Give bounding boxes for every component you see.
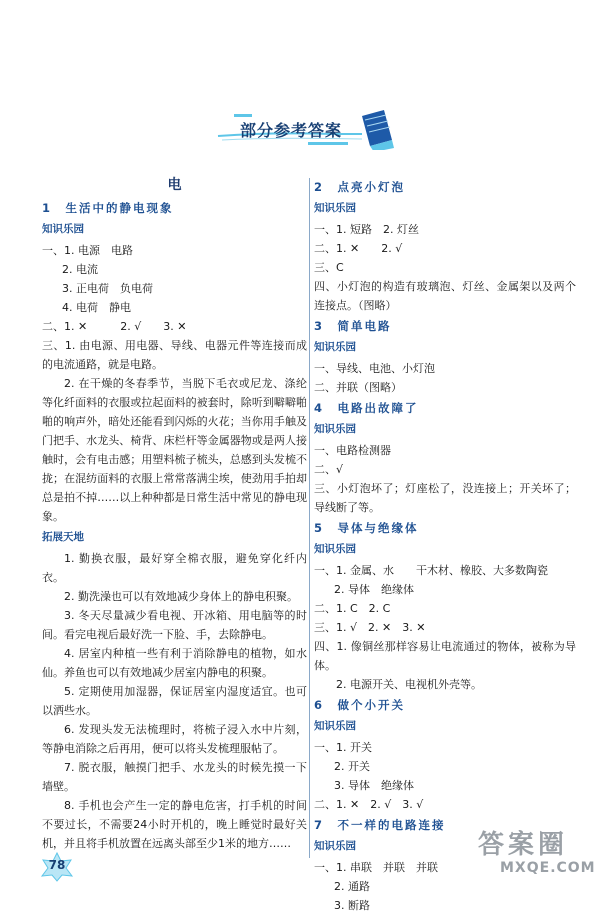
unit-title: 电 <box>167 177 182 193</box>
answer-line: 一、1. 开关 <box>314 741 372 754</box>
answer-line: 3. 断路 <box>334 899 370 912</box>
page-number: 78 <box>48 858 66 872</box>
section-title: 1 生活中的静电现象 <box>42 201 174 215</box>
answer-line: 2. 导体 绝缘体 <box>334 583 414 596</box>
extension-item: 7. 脱衣服，触摸门把手、水龙头的时候先摸一下墙壁。 <box>42 761 307 793</box>
extension-item: 8. 手机也会产生一定的静电危害，打手机的时间不要过长，不需要24小时开机的，晚上睡觉时最好关机，并且将手机放置在远离头部至少1米的地方…… <box>42 799 307 850</box>
answer-line: 二、1. ✕ 2. √ 3. √ <box>314 798 424 811</box>
answer-line: 一、1. 电源 电路 <box>42 244 133 257</box>
watermark-logo: 答案圈 <box>478 830 569 860</box>
answer-paragraph: 三、小灯泡坏了；灯座松了，没连接上；开关坏了；导线断了等。 <box>314 482 576 514</box>
answer-line: 一、电路检测器 <box>314 444 391 457</box>
answer-line: 二、并联（图略） <box>314 381 402 394</box>
answer-line: 3. 导体 绝缘体 <box>334 779 414 792</box>
answer-line: 一、1. 短路 2. 灯丝 <box>314 223 419 236</box>
right-column <box>314 176 576 915</box>
section-title: 7 不一样的电路连接 <box>314 818 446 832</box>
answer-paragraph: 四、小灯泡的构造有玻璃泡、灯丝、金属架以及两个连接点。（图略） <box>314 280 576 312</box>
section-title: 6 做个小开关 <box>314 698 406 712</box>
answer-paragraph: 2. 电源开关、电视机外壳等。 <box>336 678 482 691</box>
answer-line: 二、1. ✕ 2. √ 3. ✕ <box>42 320 187 333</box>
answer-line: 二、1. C 2. C <box>314 602 391 615</box>
answer-line: 2. 电流 <box>62 263 98 276</box>
subsection-title: 知识乐园 <box>314 423 356 435</box>
section-title: 5 导体与绝缘体 <box>314 521 419 535</box>
answer-line: 3. 正电荷 负电荷 <box>62 282 153 295</box>
answer-line: 2. 开关 <box>334 760 370 773</box>
subsection-title: 知识乐园 <box>314 543 356 555</box>
section-title: 4 电路出故障了 <box>314 401 419 415</box>
extension-item: 1. 勤换衣服，最好穿全棉衣服，避免穿化纤内衣。 <box>42 552 307 584</box>
answer-line: 二、1. ✕ 2. √ <box>314 242 403 255</box>
section-title: 2 点亮小灯泡 <box>314 180 406 194</box>
answer-line: 二、√ <box>314 463 344 476</box>
answer-line: 2. 通路 <box>334 880 370 893</box>
answer-line: 一、1. 金属、水 干木材、橡胶、大多数陶瓷 <box>314 564 548 577</box>
extension-item: 2. 勤洗澡也可以有效地减少身体上的静电积聚。 <box>64 590 298 603</box>
subsection-title: 知识乐园 <box>314 720 356 732</box>
page-title: 部分参考答案 <box>240 121 343 140</box>
subsection-title: 知识乐园 <box>314 202 356 214</box>
answer-paragraph: 三、1. 由电源、用电器、导线、电器元件等连接而成的电流通路，就是电路。 <box>42 339 307 371</box>
answer-line: 一、导线、电池、小灯泡 <box>314 362 435 375</box>
answer-line: 三、C <box>314 261 344 274</box>
subsection-title: 知识乐园 <box>314 341 356 353</box>
section-title: 3 简单电路 <box>314 319 392 333</box>
answer-line: 一、1. 串联 并联 并联 <box>314 861 438 874</box>
subsection-title: 知识乐园 <box>314 840 356 852</box>
answer-paragraph: 四、1. 像铜丝那样容易让电流通过的物体，被称为导体。 <box>314 640 576 672</box>
extension-item: 3. 冬天尽量减少看电视、开冰箱、用电脑等的时间。看完电视后最好洗一下脸、手，去除静电。 <box>42 609 307 641</box>
left-column <box>42 176 307 853</box>
subsection-title: 拓展天地 <box>42 531 84 543</box>
column-divider <box>309 178 310 858</box>
extension-item: 6. 发现头发无法梳理时，将梳子浸入水中片刻，等静电消除之后再用，便可以将头发梳理服帖了。 <box>42 723 307 755</box>
watermark-url: MXQE.COM <box>500 860 596 876</box>
subsection-title: 知识乐园 <box>42 223 84 235</box>
extension-item: 4. 居室内种植一些有利于消除静电的植物，如水仙。养鱼也可以有效地减少居室内静电的积聚。 <box>42 647 307 679</box>
answer-line: 4. 电荷 静电 <box>62 301 131 314</box>
answer-line: 三、1. √ 2. ✕ 3. ✕ <box>314 621 426 634</box>
answer-paragraph: 2. 在干燥的冬春季节，当脱下毛衣或尼龙、涤纶等化纤面料的衣服或拉起面料的被套时，除听到噼噼啪啪的响声外，暗处还能看到闪烁的火花；当你用手触及门把手、水龙头、椅背、床栏杆等金属器物或是两人接触时，会有电击感；用塑料梳子梳头，总感到头发梳不拢；在混纺面料的衣服上常常落满尘埃，使劲用手拍却总是拍不掉……以上种种都是日常生活中常见的静电现象。 <box>42 377 307 523</box>
extension-item: 5. 定期使用加湿器，保证居室内湿度适宜。也可以洒些水。 <box>42 685 307 717</box>
